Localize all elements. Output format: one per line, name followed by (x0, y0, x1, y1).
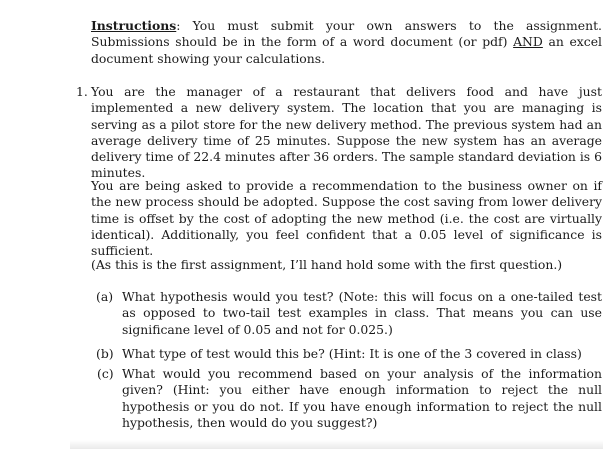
subpart-a-label: (a) (96, 289, 114, 304)
question-text: You are the manager of a restaurant that delivers food and have just implemented a new delivery system. The location that you are managing is serving as a pilot store for the new delivery method. The previous system had an average delivery time of 25 minutes. Suppose the new system has an average delivery time of 22.4 minutes after 36 orders. The sample standard deviation is 6 minutes. (91, 84, 602, 181)
subpart-c-text: What would you recommend based on your analysis of the information given? (Hint: you either have enough information to reject the null hypothesis or you do not. If you have enough information to reject the null hypothesis, then would do you suggest?) (122, 366, 602, 430)
instructions-text-after: an excel document showing your calculations. (91, 34, 603, 66)
subpart-b-text: What type of test would this be? (Hint: It is one of the 3 covered in class) (122, 346, 582, 361)
instructions-label: Instructions (91, 18, 177, 33)
instructions-paragraph (91, 18, 602, 67)
hand-hold-note: (As this is the first assignment, I’ll hand hold some with the first question.) (91, 257, 563, 272)
question-number: 1. (76, 84, 88, 99)
subpart-b-label: (b) (96, 346, 114, 361)
recommendation-paragraph: You are being asked to provide a recommendation to the business owner on if the new process should be adopted. Suppose the cost saving from lower delivery time is offset by the cost of adopting the new method (i.e. the cost are virtually identical). Additionally, you feel confident that a 0.05 level of significance is sufficient. (91, 178, 602, 259)
subpart-c-label: (c) (97, 366, 114, 381)
subpart-a-text: What hypothesis would you test? (Note: this will focus on a one-tailed test as opposed to two-tail test examples in class. That means you can use significane level of 0.05 and not for 0.025.) (122, 289, 602, 337)
instructions-and-word: AND (513, 34, 543, 50)
instructions-text-before: : You must submit your own answers to the assignment. Submissions should be in the form of a word document (or pdf) (91, 18, 602, 50)
page-bottom-fade (70, 440, 603, 449)
